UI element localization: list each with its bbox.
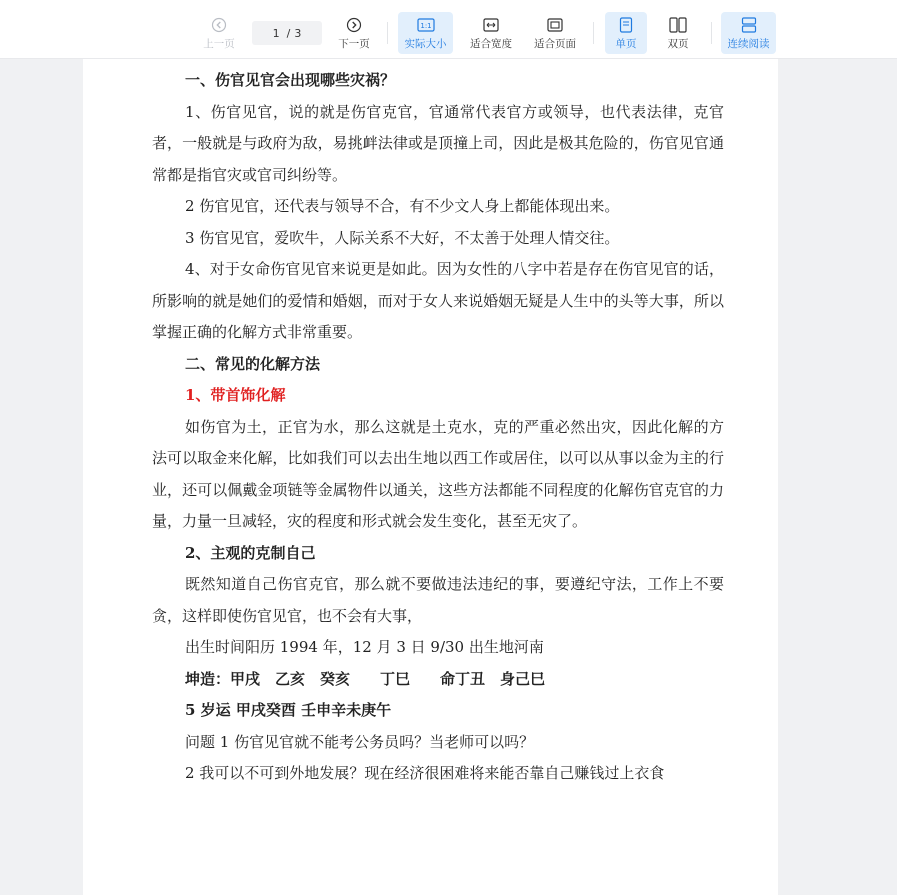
- document-page: [83, 59, 778, 895]
- fit-width-label: 适合宽度: [470, 37, 512, 50]
- page-number-input[interactable]: [252, 21, 322, 45]
- toolbar-divider: [593, 22, 594, 44]
- continuous-scroll-icon: [741, 16, 757, 34]
- double-page-button[interactable]: [657, 12, 699, 54]
- bazi-chart-line: 坤造：甲戌 乙亥 癸亥 丁巳 命丁丑 身己巳: [185, 669, 546, 688]
- subsection-heading-highlighted: 1、带首饰化解: [185, 386, 286, 404]
- total-page-count: 3: [294, 26, 302, 40]
- luck-cycle-line: 5 岁运 甲戌癸酉 壬申辛未庚午: [185, 701, 392, 719]
- arrow-right-circle-icon: [346, 16, 362, 34]
- next-page-button[interactable]: [332, 12, 376, 54]
- actual-size-label: 实际大小: [404, 37, 447, 50]
- subsection-heading: 2、主观的克制自己: [185, 543, 316, 562]
- fit-width-button[interactable]: [464, 12, 518, 54]
- toolbar-divider: [387, 22, 388, 44]
- paragraph: 1、伤官见官，说的就是伤官克官，官通常代表官方或领导，也代表法律，克官者，一般就是与政府为敌，易挑衅法律或是顶撞上司，因此是极其危险的，伤官见官通常都是指官灾或官司纠纷等。: [152, 102, 724, 184]
- continuous-reading-button[interactable]: [721, 12, 776, 54]
- section-heading: 一、伤官见官会出现哪些灾祸？: [185, 71, 396, 89]
- double-page-icon: [669, 16, 687, 34]
- paragraph: 既然知道自己伤官克官，那么就不要做违法违纪的事，要遵纪守法，工作上不要贪，这样即使伤官见官，也不会有大事，: [152, 575, 724, 625]
- actual-size-button[interactable]: [398, 12, 453, 54]
- next-page-label: 下一页: [338, 37, 370, 50]
- paragraph: 如伤官为土，正官为水，那么这就是土克水，克的严重必然出灾，因此化解的方法可以取金来化解，比如我们可以去出生地以西工作或居住，以可以从事以金为主的行业，还可以佩戴金项链等金属物件以通关，这些方法都能不同程度的化解伤官克官的力量，力量一旦减轻，灾的程度和形式就会发生变化，甚至无灾了。: [152, 417, 724, 530]
- paragraph: 2 伤官见官，还代表与领导不合，有不少文人身上都能体现出来。: [185, 197, 620, 215]
- paragraph: 3 伤官见官，爱吹牛，人际关系不大好，不太善于处理人情交往。: [185, 228, 620, 247]
- single-page-icon: [619, 16, 633, 34]
- prev-page-button[interactable]: [197, 12, 241, 54]
- single-page-button[interactable]: [605, 12, 647, 54]
- fit-page-button[interactable]: [528, 12, 582, 54]
- paragraph: 4、对于女命伤官见官来说更是如此。因为女性的八字中若是存在伤官见官的话，所影响的就是她们的爱情和婚姻，而对于女人来说婚姻无疑是人生中的头等大事，所以掌握正确的化解方式非常重要。: [152, 260, 724, 341]
- fit-page-icon: [546, 16, 564, 34]
- fit-page-label: 适合页面: [534, 37, 576, 50]
- prev-page-label: 上一页: [203, 37, 235, 50]
- double-page-label: 双页: [667, 37, 689, 50]
- svg-text:1:1: 1:1: [419, 21, 432, 30]
- current-page-number: 1: [272, 26, 280, 40]
- question-line: 2 我可以不可到外地发展？现在经济很困难将来能否靠自己赚钱过上衣食: [185, 764, 665, 782]
- document-body: [152, 65, 724, 790]
- birth-info-line: 出生时间阳历 1994 年，12 月 3 日 9/30 出生地河南: [185, 638, 544, 656]
- actual-size-icon: [417, 16, 435, 34]
- continuous-reading-label: 连续阅读: [727, 37, 770, 50]
- page-separator: /: [286, 26, 291, 40]
- viewer-toolbar: [0, 0, 897, 59]
- section-heading: 二、常见的化解方法: [185, 354, 321, 373]
- single-page-label: 单页: [615, 37, 637, 50]
- fit-width-icon: [482, 16, 500, 34]
- arrow-left-circle-icon: [211, 16, 227, 34]
- toolbar-divider: [711, 22, 712, 44]
- question-line: 问题 1 伤官见官就不能考公务员吗？当老师可以吗？: [185, 732, 535, 751]
